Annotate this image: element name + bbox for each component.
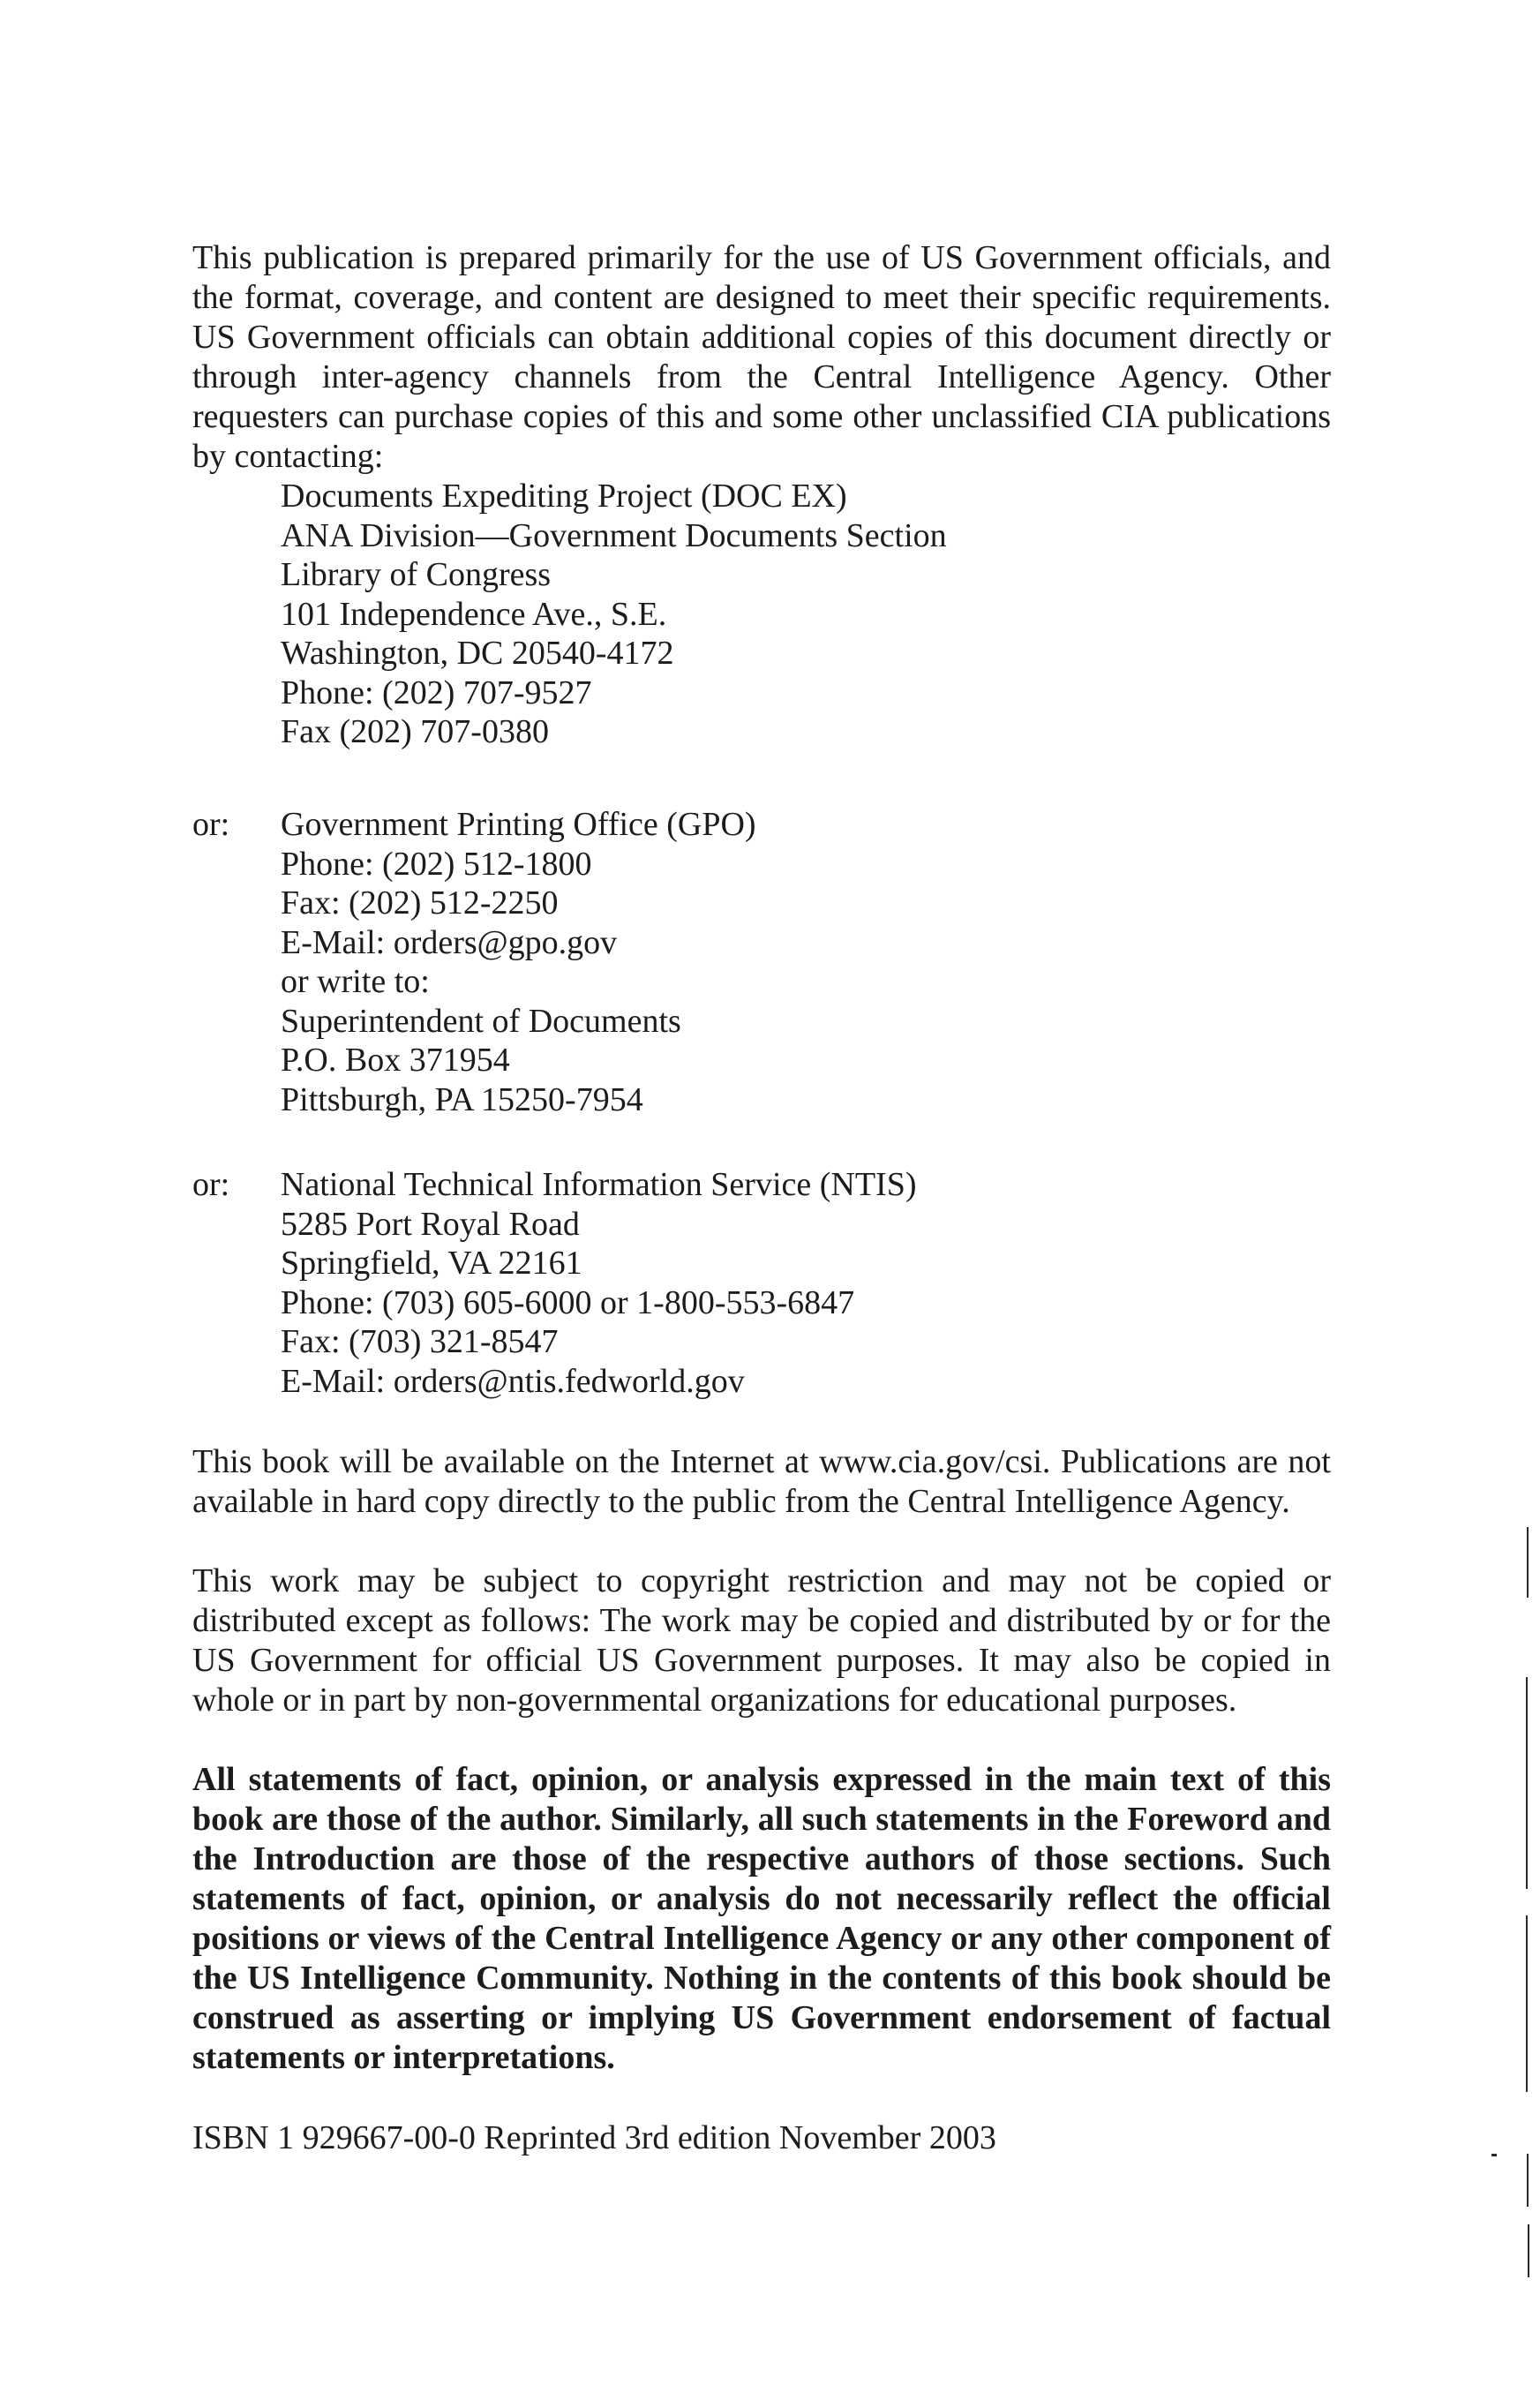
- fax-line: Fax: (703) 321-8547: [281, 1323, 559, 1360]
- address-line: or write to:: [281, 963, 430, 1000]
- email-line: E-Mail: orders@ntis.fedworld.gov: [281, 1362, 745, 1400]
- scan-artifact: [1528, 2224, 1529, 2277]
- or-label: or:: [192, 806, 230, 843]
- address-line: Pittsburgh, PA 15250-7954: [281, 1080, 643, 1118]
- fax-line: Fax (202) 707-0380: [281, 713, 549, 750]
- intro-paragraph: This publication is prepared primarily for the use of US Government officials, and the format, coverage, and content are designed to meet their specific requirements. US Government officials can obtain additional copies of this document directly or through inter-agency channels from the Central Intelligence Agency. Other requesters can purchase copies of this and some other unclassified CIA publications by contacting:: [192, 239, 1331, 475]
- phone-line: Phone: (703) 605-6000 or 1-800-553-6847: [281, 1283, 855, 1321]
- phone-line: Phone: (202) 512-1800: [281, 845, 592, 883]
- or-label: or:: [192, 1166, 230, 1203]
- address-line: Washington, DC 20540-4172: [281, 635, 674, 672]
- address-line: 101 Independence Ave., S.E.: [281, 595, 667, 633]
- address-line: 5285 Port Royal Road: [281, 1205, 580, 1243]
- scan-artifact: [1526, 1677, 1528, 1889]
- address-line: Government Printing Office (GPO): [281, 806, 756, 843]
- address-line: Springfield, VA 22161: [281, 1245, 582, 1282]
- scan-artifact: [1526, 1915, 1528, 2092]
- scan-artifact: [1527, 1527, 1529, 1598]
- contact-doc-ex-lines: [281, 477, 947, 752]
- internet-availability-paragraph: This book will be available on the Internet at www.cia.gov/csi. Publications are not available in hard copy directly to the public from the Central Intelligence Agency.: [192, 1443, 1331, 1520]
- address-line: Library of Congress: [281, 556, 552, 593]
- scan-artifact: [1491, 2154, 1497, 2156]
- scan-artifact: [1527, 2154, 1529, 2207]
- fax-line: Fax: (202) 512-2250: [281, 884, 559, 922]
- phone-line: Phone: (202) 707-9527: [281, 673, 592, 711]
- address-line: Superintendent of Documents: [281, 1002, 681, 1040]
- copyright-paragraph: This work may be subject to copyright restriction and may not be copied or distributed except as follows: The work may be copied and distributed by or for the US Government for official US Government purposes. It may also be copied in whole or in part by non-governmental organizations for educational purposes.: [192, 1562, 1331, 1719]
- contact-ntis-lines: [281, 1165, 917, 1401]
- address-line: Documents Expediting Project (DOC EX): [281, 478, 847, 515]
- address-line: P.O. Box 371954: [281, 1042, 510, 1079]
- disclaimer-paragraph: All statements of fact, opinion, or analysis expressed in the main text of this book are those of the author. Similarly, all such statements in the Foreword and the Introduction are those of the respective authors of those sections. Such statements of fact, opinion, or analysis do not necessarily reflect the official positions or views of the Central Intelligence Agency or any other component of the US Intelligence Community. Nothing in the contents of this book should be construed as asserting or implying US Government endorsement of factual statements or interpretations.: [192, 1761, 1331, 2076]
- email-line: E-Mail: orders@gpo.gov: [281, 923, 618, 961]
- isbn-line: ISBN 1 929667-00-0 Reprinted 3rd edition November 2003: [192, 2119, 996, 2156]
- address-line: National Technical Information Service (NTIS): [281, 1166, 917, 1203]
- contact-gpo-lines: [281, 805, 756, 1119]
- address-line: ANA Division—Government Documents Section: [281, 516, 947, 554]
